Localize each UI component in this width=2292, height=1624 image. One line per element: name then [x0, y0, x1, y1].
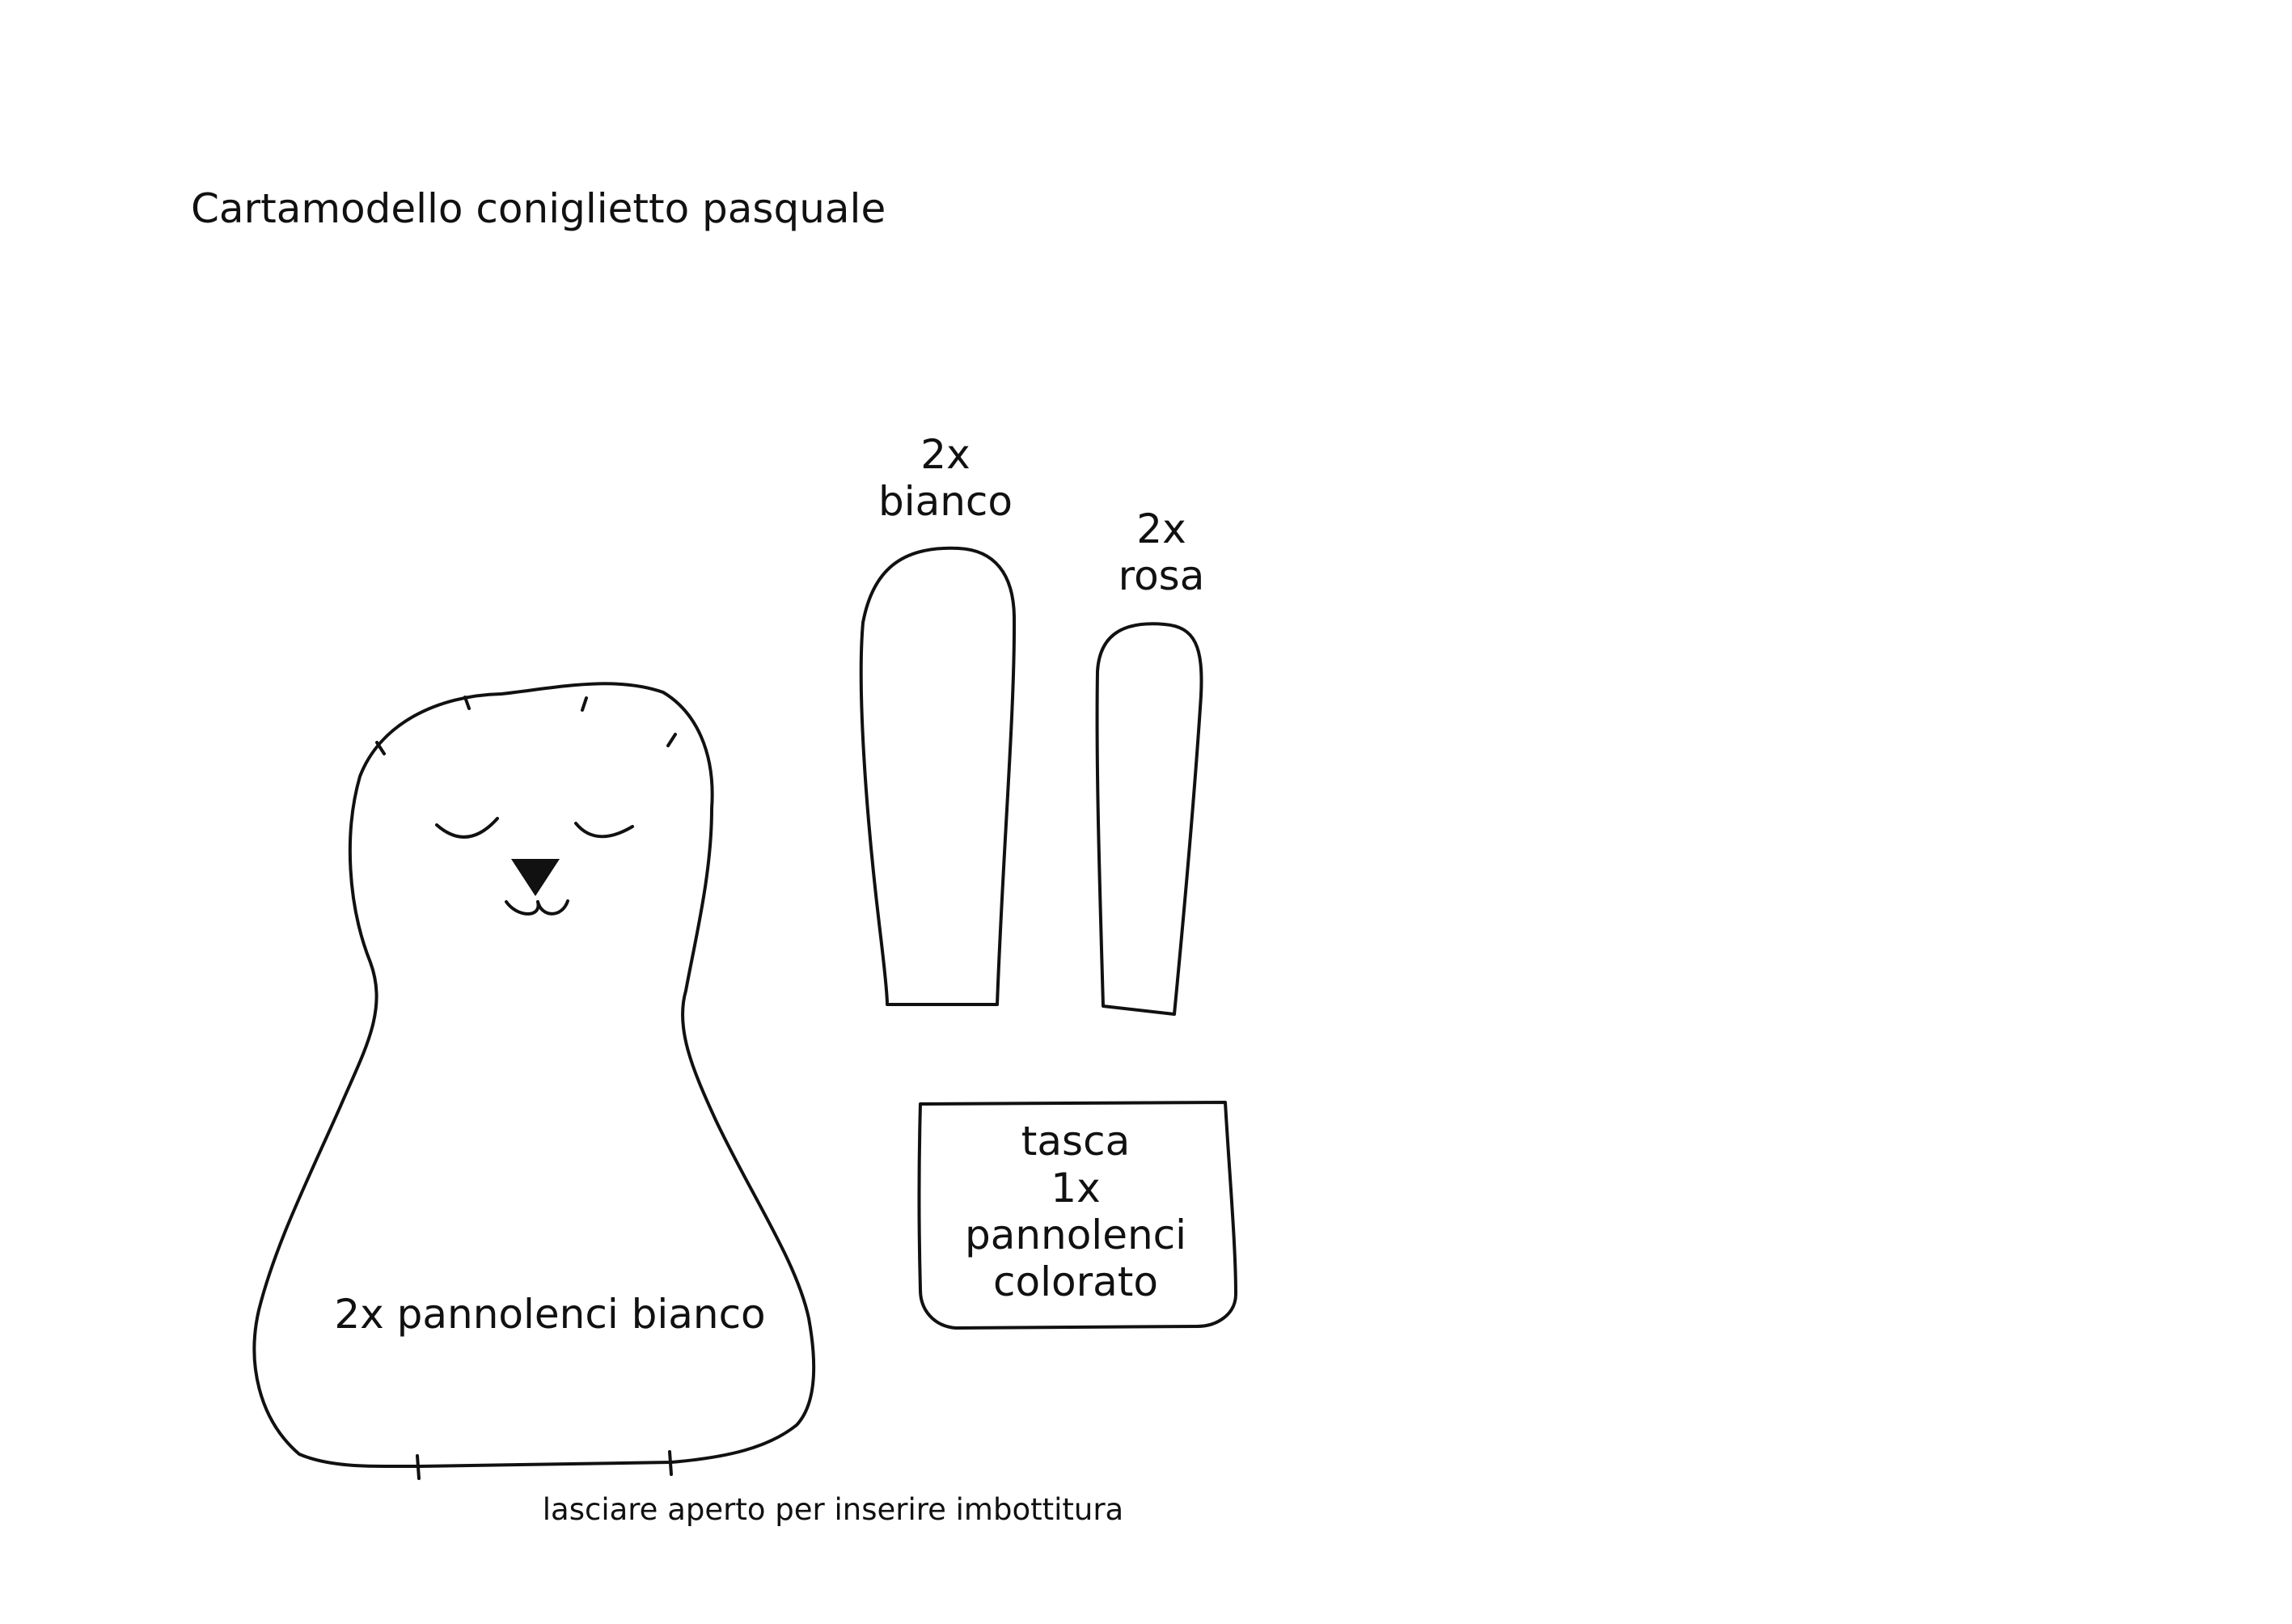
seam-mark	[582, 698, 586, 710]
right-eye	[576, 823, 632, 836]
stuffing-note: lasciare aperto per inserire imbottitura	[542, 1492, 1124, 1527]
bunny-body-outline	[254, 683, 814, 1466]
pocket-quantity: 1x	[1051, 1165, 1101, 1212]
ear-white-label	[856, 431, 1034, 525]
seam-mark	[465, 697, 469, 708]
seam-mark	[670, 1452, 671, 1474]
ear-pink-label	[1080, 505, 1242, 599]
left-eye	[437, 818, 497, 837]
nose	[511, 859, 560, 896]
pocket-color: colorato	[993, 1258, 1158, 1305]
ear-white-material: bianco	[877, 478, 1013, 525]
seam-mark	[668, 734, 675, 746]
seam-mark	[417, 1456, 419, 1478]
body-label: 2x pannolenci bianco	[334, 1291, 766, 1338]
ear-pink-quantity: 2x	[1136, 505, 1186, 552]
pocket-label	[914, 1118, 1237, 1305]
ear-pink-material: rosa	[1118, 552, 1205, 599]
page-title: Cartamodello coniglietto pasquale	[191, 185, 886, 232]
ear-pink-outline	[1097, 624, 1202, 1014]
ear-white-outline	[861, 548, 1014, 1004]
mouth	[506, 901, 568, 914]
ear-white-quantity: 2x	[920, 431, 971, 478]
pocket-material: pannolenci	[964, 1212, 1187, 1258]
pocket-name: tasca	[1021, 1118, 1131, 1165]
